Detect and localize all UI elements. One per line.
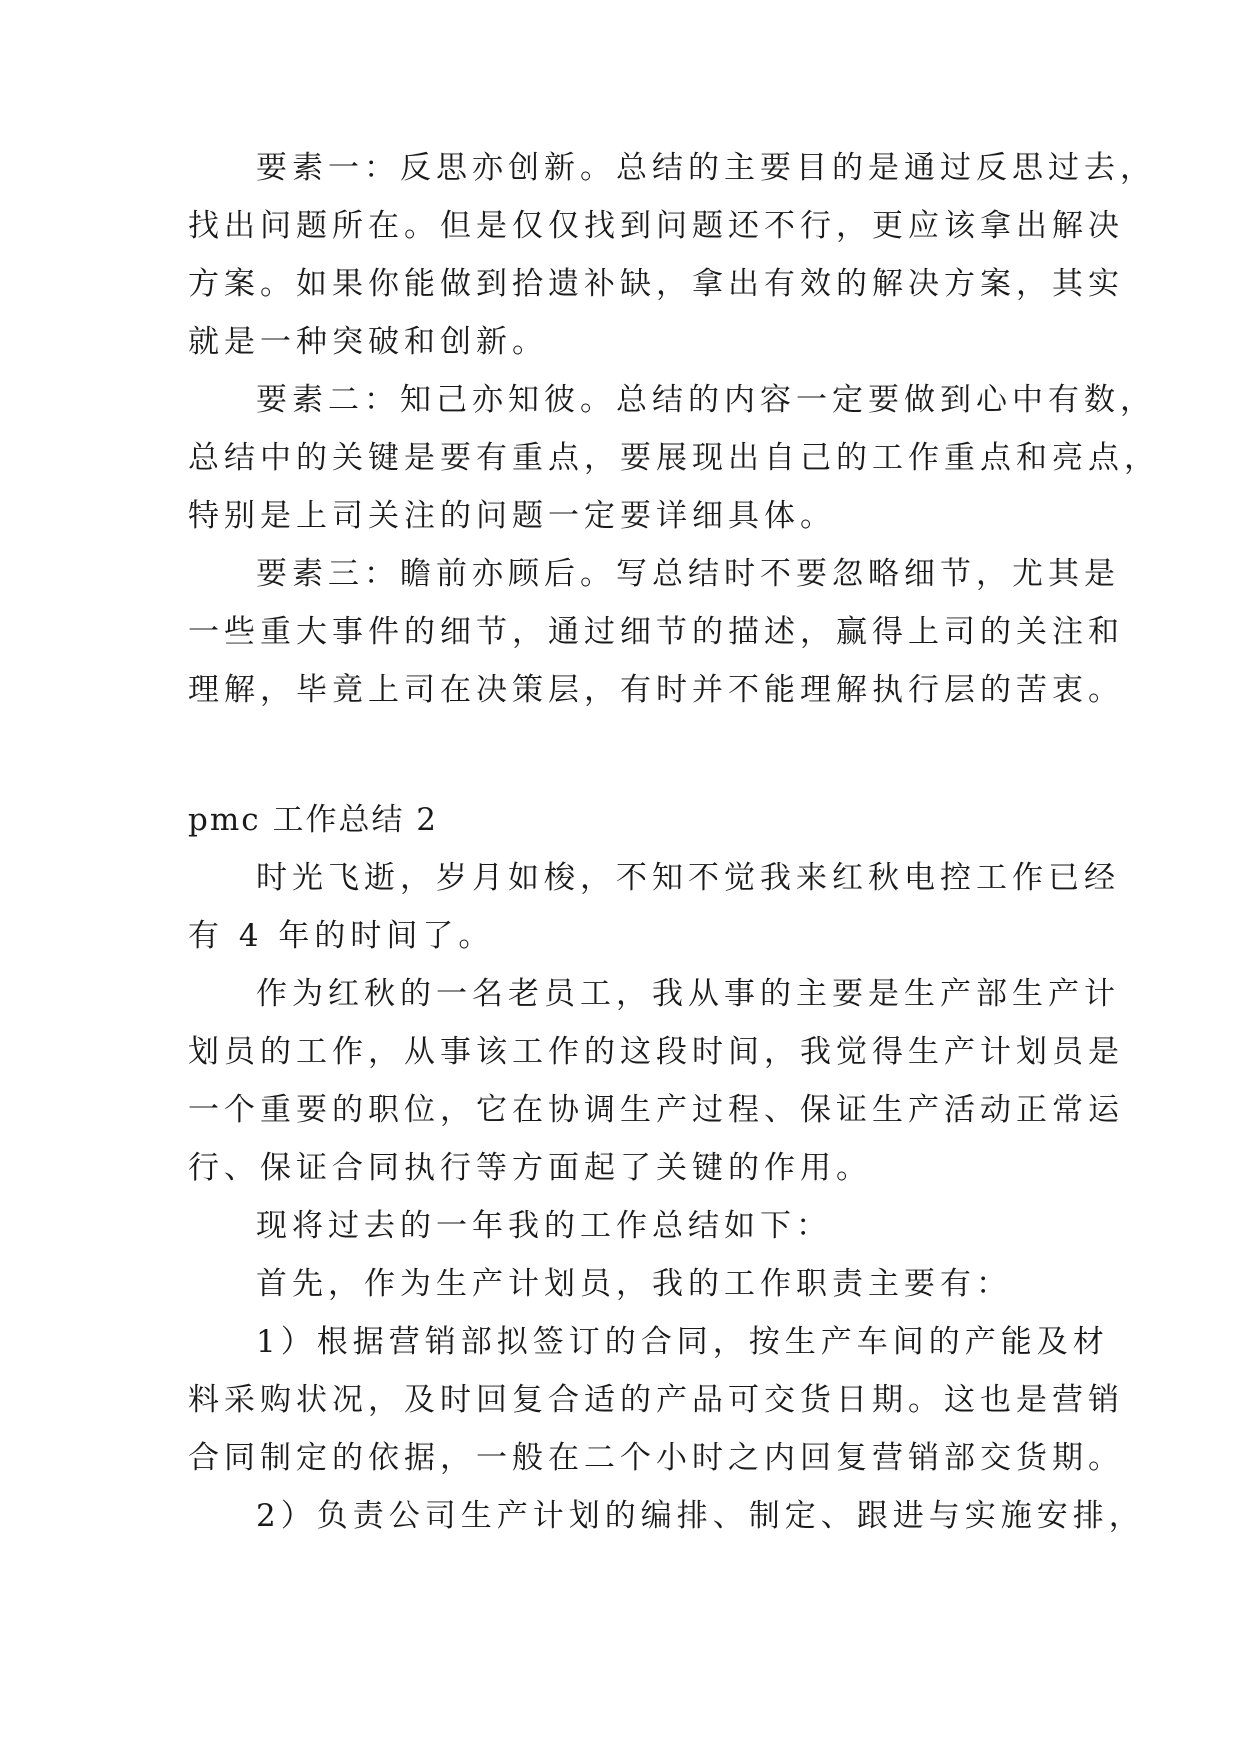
paragraph-line: 行、保证合同执行等方面起了关键的作用。 [188, 1150, 872, 1186]
paragraph-line: 2）负责公司生产计划的编排、制定、跟进与实施安排， [256, 1498, 1145, 1534]
paragraph-line: 一个重要的职位，它在协调生产过程、保证生产活动正常运 [188, 1092, 1124, 1128]
paragraph-line: 要素二：知己亦知彼。总结的内容一定要做到心中有数， [256, 382, 1156, 418]
paragraph-line: 找出问题所在。但是仅仅找到问题还不行，更应该拿出解决 [188, 208, 1124, 244]
paragraph-line: 要素三：瞻前亦顾后。写总结时不要忽略细节，尤其是 [256, 556, 1120, 592]
paragraph-line: 总结中的关键是要有重点，要展现出自己的工作重点和亮点， [188, 440, 1160, 476]
paragraph-line: 时光飞逝，岁月如梭，不知不觉我来红秋电控工作已经 [256, 860, 1120, 896]
paragraph-line: 首先，作为生产计划员，我的工作职责主要有： [256, 1266, 1012, 1302]
paragraph-line: 一些重大事件的细节，通过细节的描述，赢得上司的关注和 [188, 614, 1124, 650]
paragraph-line: 特别是上司关注的问题一定要详细具体。 [188, 498, 836, 534]
paragraph-line: 1）根据营销部拟签订的合同，按生产车间的产能及材 [256, 1324, 1109, 1360]
paragraph-line: 划员的工作，从事该工作的这段时间，我觉得生产计划员是 [188, 1034, 1124, 1070]
paragraph-line: 理解，毕竟上司在决策层，有时并不能理解执行层的苦衷。 [188, 672, 1124, 708]
paragraph-line: 合同制定的依据，一般在二个小时之内回复营销部交货期。 [188, 1440, 1124, 1476]
paragraph-line: 有 4 年的时间了。 [188, 918, 495, 954]
paragraph-line: 料采购状况，及时回复合适的产品可交货日期。这也是营销 [188, 1382, 1124, 1418]
paragraph-line: 方案。如果你能做到拾遗补缺，拿出有效的解决方案，其实 [188, 266, 1124, 302]
paragraph-line: 就是一种突破和创新。 [188, 324, 548, 360]
paragraph-line: 要素一：反思亦创新。总结的主要目的是通过反思过去， [256, 150, 1156, 186]
paragraph-line: 现将过去的一年我的工作总结如下： [256, 1208, 832, 1244]
paragraph-line: 作为红秋的一名老员工，我从事的主要是生产部生产计 [256, 976, 1120, 1012]
section-heading: pmc 工作总结 2 [188, 802, 439, 838]
